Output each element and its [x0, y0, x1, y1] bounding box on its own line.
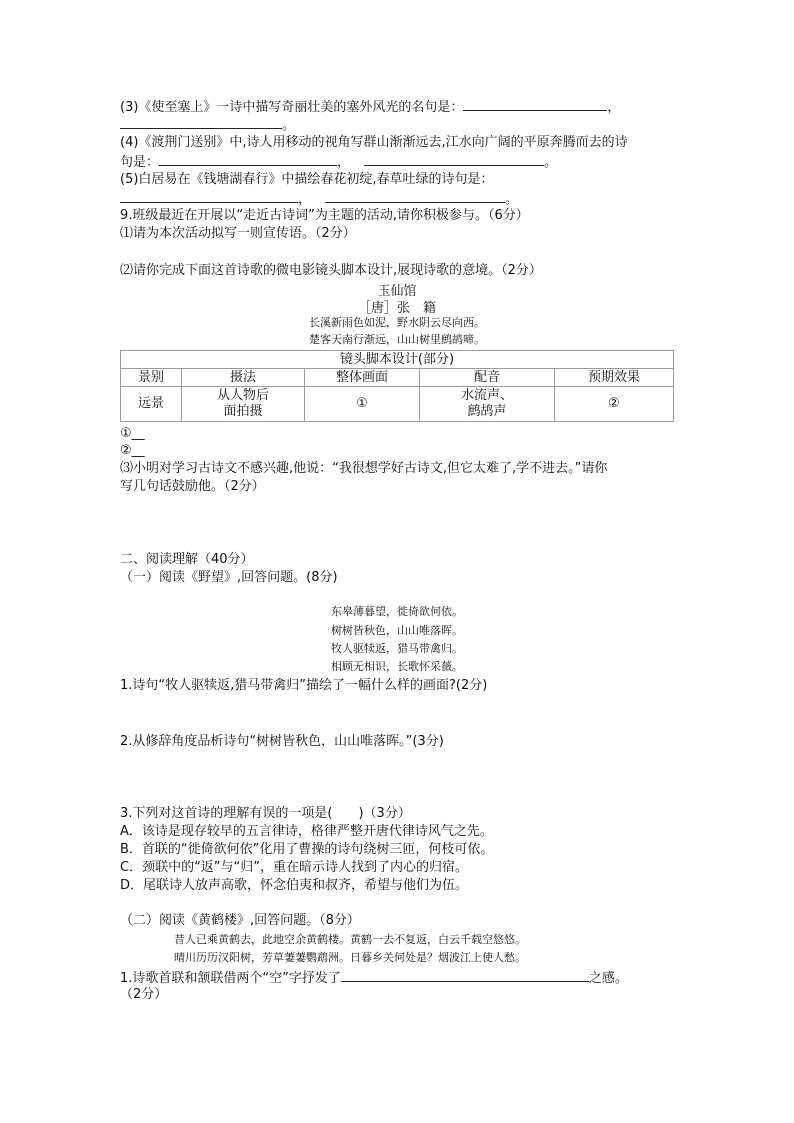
punct: 。 [282, 118, 296, 133]
question-1: 1.诗句“牧人驱犊返,猎马带禽归”描绘了一幅什么样的画面?(2分) [120, 678, 488, 693]
q9-item2: ⑵请你完成下面这首诗歌的微电影镜头脚本设计,展现诗歌的意境。（2分） [120, 263, 542, 278]
hh-q1-suffix: 之感。 [588, 971, 628, 986]
table-caption: 镜头脚本设计(部分) [121, 351, 674, 369]
hh-q1-prefix: 1.诗歌首联和颔联借两个“空”字抒发了 [120, 971, 341, 986]
q9-title: 9.班级最近在开展以“走近古诗词”为主题的活动,请你积极参与。（6分） [120, 208, 529, 223]
punct: ， [607, 100, 621, 115]
shot-script-table [120, 350, 674, 422]
q8-item4-line2 [120, 153, 557, 171]
q8-item4-prefix: 句是： [120, 155, 160, 170]
part2-title: （二）阅读《黄鹤楼》,回答问题。（8分） [120, 913, 360, 928]
table-row [121, 387, 674, 422]
poem-author: ［唐］张 籍 [357, 301, 436, 316]
part1-title: （一）阅读《野望》,回答问题。(8分) [120, 570, 338, 585]
answer-blank[interactable] [341, 969, 589, 982]
poem-line: 晴川历历汉阳树，芳草萋萋鹦鹉洲。日暮乡关何处是？烟波江上使人愁。 [174, 951, 526, 964]
cell-line: 从人物后 [216, 388, 269, 403]
poem-title: 玉仙馆 [377, 284, 417, 299]
answer-cell[interactable]: ① [305, 387, 420, 422]
q9-item3-line1: ⑶小明对学习古诗文不感兴趣,他说：“我很想学好古诗文,但它太难了,学不进去。”请你 [120, 461, 608, 476]
header-cell: 预期效果 [555, 369, 674, 387]
answer-cell[interactable]: ② [555, 387, 674, 422]
poem-line: 楚客天南行渐远，山山树里鹧鸪啼。 [309, 333, 485, 346]
answer-blank[interactable] [120, 190, 298, 203]
answer-blank[interactable] [325, 190, 505, 203]
q8-item3-cont [120, 116, 295, 134]
table-cell [420, 387, 555, 422]
option-a[interactable]: A．该诗是现存较早的五言律诗，格律严整开唐代律诗风气之先。 [120, 824, 493, 839]
cell-line: 鹧鸪声 [467, 404, 507, 419]
hh-question-1-score: （2分） [120, 987, 168, 1002]
answer-line-2[interactable]: ②__ [120, 443, 145, 458]
q9-item3-line2: 写几句话鼓励他。（2分） [120, 479, 265, 494]
answer-blank[interactable] [159, 153, 337, 166]
header-cell: 景别 [121, 369, 182, 387]
q8-item3 [120, 98, 620, 116]
header-cell: 整体画面 [305, 369, 420, 387]
q8-item5-cont [120, 190, 518, 208]
q8-item4-line1: (4)《渡荆门送别》中,诗人用移动的视角写群山渐渐远去,江水向广阔的平原奔腾而去的诗 [120, 135, 628, 150]
q8-item5: (5)白居易在《钱塘湖春行》中描绘春花初绽,春草吐绿的诗句是： [120, 172, 494, 187]
punct: ， [337, 155, 351, 170]
poem-line: 昔人已乘黄鹤去，此地空余黄鹤楼。黄鹤一去不复返，白云千载空悠悠。 [174, 933, 526, 946]
poem-line: 东皋薄暮望，徙倚欲何依。 [331, 605, 463, 618]
question-2: 2.从修辞角度品析诗句“树树皆秋色，山山唯落晖。”(3分) [120, 734, 444, 749]
cell-line: 面拍摄 [223, 404, 263, 419]
table-cell [182, 387, 305, 422]
poem-line: 树树皆秋色，山山唯落晖。 [331, 624, 463, 637]
answer-blank[interactable] [364, 153, 544, 166]
q8-item3-text: (3)《使至塞上》一诗中描写奇丽壮美的塞外风光的名句是： [120, 100, 464, 115]
q9-item1: ⑴请为本次活动拟写一则宣传语。（2分） [120, 226, 356, 241]
header-cell: 摄法 [182, 369, 305, 387]
poem-line: 长溪新雨色如泥，野水阴云尽向西。 [309, 316, 485, 329]
answer-blank[interactable] [120, 116, 282, 129]
option-c[interactable]: C．颈联中的“返”与“归”，重在暗示诗人找到了内心的归宿。 [120, 860, 469, 875]
cell-line: 水流声、 [460, 388, 513, 403]
punct: 。 [505, 192, 519, 207]
header-cell: 配音 [420, 369, 555, 387]
answer-line-1[interactable]: ①__ [120, 426, 145, 441]
poem-line: 相顾无相识，长歌怀采薇。 [331, 660, 463, 673]
table-cell: 远景 [121, 387, 182, 422]
punct: 。 [544, 155, 558, 170]
table-caption-row [121, 351, 674, 369]
question-3: 3.下列对这首诗的理解有误的一项是( )（3分） [120, 806, 411, 821]
poem-line: 牧人驱犊返，猎马带禽归。 [331, 642, 463, 655]
section-title: 二、阅读理解（40分） [120, 552, 254, 567]
option-d[interactable]: D．尾联诗人放声高歌，怀念伯夷和叔齐，希望与他们为伍。 [120, 878, 469, 893]
hh-question-1 [120, 969, 628, 987]
option-b[interactable]: B．首联的“徙倚欲何依”化用了曹操的诗句绕树三匝，何枝可依。 [120, 842, 494, 857]
table-header-row [121, 369, 674, 387]
answer-blank[interactable] [463, 98, 607, 111]
punct: ， [298, 192, 312, 207]
